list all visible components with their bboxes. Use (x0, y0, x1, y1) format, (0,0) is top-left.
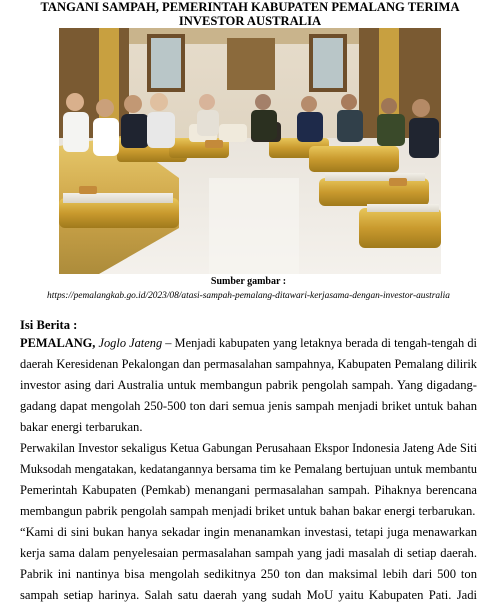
image-source-url: https://pemalangkab.go.id/2023/08/atasi-sampah-pemalang-ditawari-kerjasama-dengan-investor-australia (47, 291, 450, 301)
body-line: investor asing dari Australia untuk membangun pabrik pengolah sampah. Yang digadang- (20, 378, 477, 392)
image-caption: Sumber gambar : (210, 276, 287, 287)
body-line: bakar energi terbarukan. (20, 420, 143, 434)
body-line: daerah Keresidenan Pekalongan dan permasalahan sampahnya, Kabupaten Pemalang dilirik (20, 357, 477, 371)
article-title-line-2: INVESTOR AUSTRALIA (178, 14, 322, 28)
news-photo (59, 28, 441, 274)
body-line: “Kami di sini bukan hanya sekadar ingin menanamkan investasi, tetapi juga menawarkan (20, 525, 477, 539)
body-line: Perwakilan Investor sekaligus Ketua Gabungan Perusahaan Ekspor Indonesia Jateng Ade Siti (20, 441, 477, 455)
dateline-city: PEMALANG, (20, 336, 96, 350)
body-line: Muksodah mengatakan, kedatangannya bersama tim ke Pemalang bertujuan untuk membantu (20, 462, 477, 476)
meeting-room-photo (59, 28, 441, 274)
body-line: Pabrik ini nantinya bisa mengolah sedikitnya 250 ton dan maksimal lebih dari 500 ton (20, 567, 477, 581)
body-line: sampah setiap harinya. Salah satu daerah yang sudah MoU yaitu Kabupaten Pati. Jadi (20, 588, 477, 602)
section-label: Isi Berita : (20, 318, 78, 332)
body-line: membangun pabrik pengolah sampah menjadi briket untuk bahan bakar energi terbarukan. (20, 504, 476, 518)
body-line-text: – Menjadi kabupaten yang letaknya berada di tengah-tengah di (165, 336, 477, 350)
article-title-line-1: TANGANI SAMPAH, PEMERINTAH KABUPATEN PEMALANG TERIMA (40, 0, 460, 14)
article-title (20, 0, 480, 28)
dateline-source: Joglo Jateng (98, 336, 163, 350)
body-line: kerja sama dalam penyelesaian permasalahan sampah yang jadi masalah di setiap daerah. (20, 546, 477, 560)
body-line: gadang dapat mengolah 250-500 ton dari semua jenis sampah menjadi briket untuk bahan (20, 399, 477, 413)
body-line: Pemerintah Kabupaten (Pemkab) menangani permasalahan sampah. Pihaknya berencana (20, 483, 477, 497)
body-line (20, 336, 477, 351)
